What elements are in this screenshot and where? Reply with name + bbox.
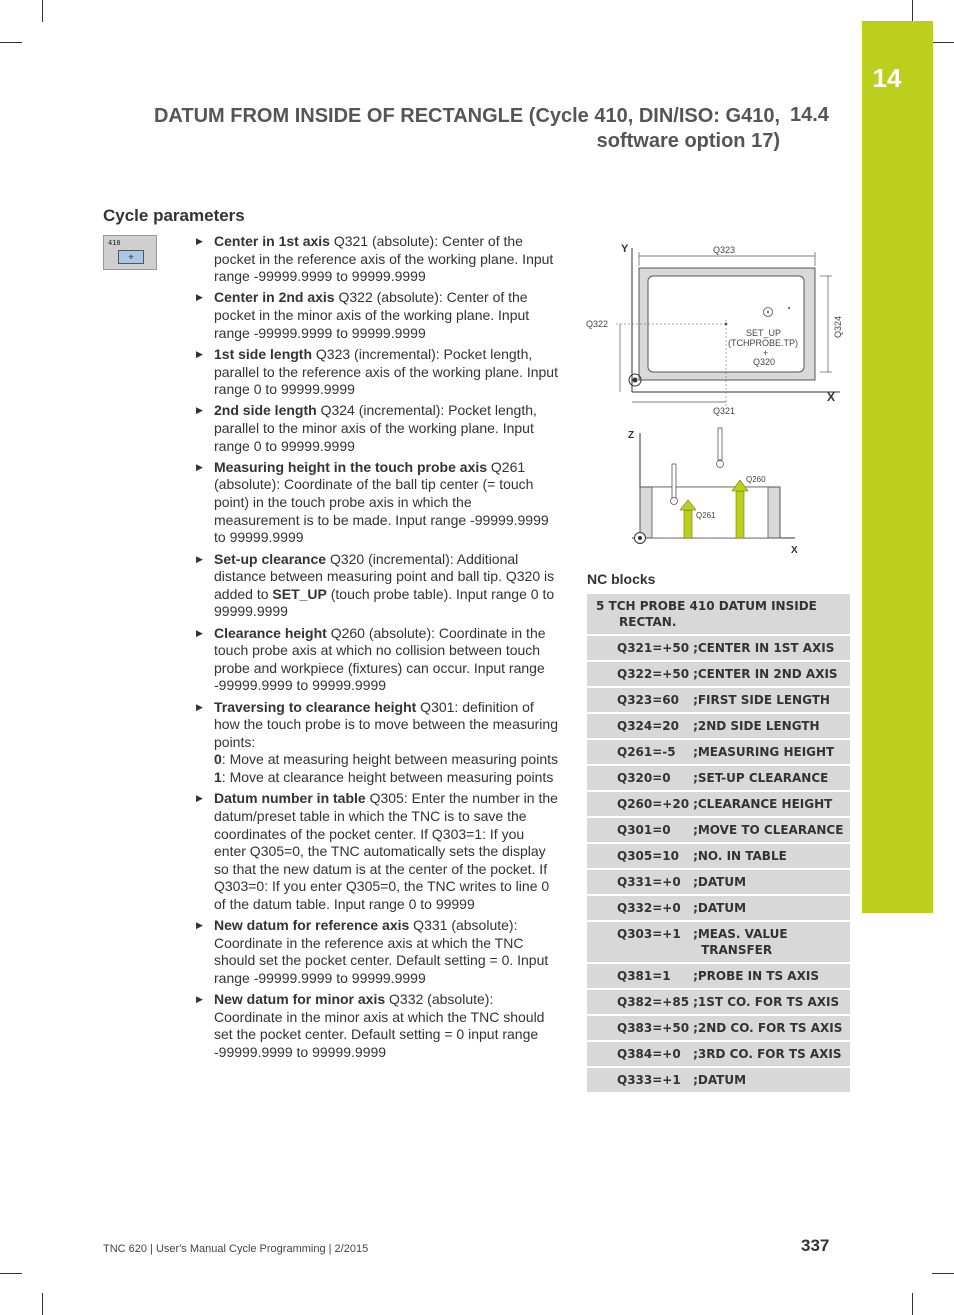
table-row	[587, 713, 850, 739]
parameter-name: New datum for reference axis	[214, 917, 410, 934]
nc-comment: ;CLEARANCE HEIGHT	[693, 791, 850, 817]
parameter-item	[196, 625, 558, 695]
dimension-q261: Q261	[696, 511, 716, 520]
parameter-description: Q305: Enter the number in the datum/preset table in which the TNC is to save the coordinates of the pocket center. If Q303=1: If you enter Q305=0, the TNC automatically sets the display so that the new datum is at the center of the pocket. If Q303=0: If you enter Q305=0, the TNC writes to line 0 of the datum table. Input range 0 to 99999	[214, 790, 558, 912]
crop-mark	[912, 0, 913, 22]
footer-text: TNC 620 | User's Manual Cycle Programming | 2/2015	[103, 1243, 369, 1255]
parameter-name: Center in 2nd axis	[214, 289, 335, 306]
probe-crosshair-icon: ⌖	[118, 250, 144, 264]
nc-code: Q320=0	[587, 765, 693, 791]
nc-comment: ;2ND SIDE LENGTH	[693, 713, 850, 739]
nc-code: Q381=1	[587, 963, 693, 989]
table-row	[587, 989, 850, 1015]
parameter-description: Q331 (absolute): Coordinate in the reference axis at which the TNC should set the pocket center. Default setting = 0. Input range -99999.9999 to 99999.9999	[214, 917, 549, 986]
section-number: 14.4	[790, 104, 829, 126]
option-text: : Move at clearance height between measuring points	[221, 769, 554, 786]
nc-comment: ;CENTER IN 2ND AXIS	[693, 661, 850, 687]
nc-code: Q383=+50	[587, 1015, 693, 1041]
nc-code: Q384=+0	[587, 1041, 693, 1067]
touch-probe-icon	[718, 428, 722, 460]
axis-z-label: Z	[628, 430, 635, 441]
table-row	[587, 869, 850, 895]
nc-comment-line1: ;MEAS. VALUE	[693, 927, 788, 941]
page-title-line1: DATUM FROM INSIDE OF RECTANGLE (Cycle 410, DIN/ISO: G410,	[153, 105, 780, 127]
nc-code: Q382=+85	[587, 989, 693, 1015]
table-row	[587, 765, 850, 791]
top-view-diagram	[586, 243, 843, 416]
bullet-arrow-icon: ▶	[196, 553, 203, 564]
parameter-keyword: SET_UP	[272, 585, 327, 602]
nc-comment: ;DATUM	[693, 869, 850, 895]
crop-mark	[0, 42, 22, 43]
parameter-item	[196, 790, 558, 913]
chapter-tab	[862, 21, 933, 913]
axis-y-label: Y	[621, 243, 629, 255]
crop-mark	[42, 0, 43, 22]
bullet-arrow-icon: ▶	[196, 920, 203, 931]
nc-blocks-table	[587, 594, 850, 1094]
cycle-diagram	[580, 236, 850, 561]
table-row	[587, 1041, 850, 1067]
parameter-description: Q301: definition of how the touch probe is to move between the measuring points:	[214, 698, 558, 750]
parameter-description: Q332 (absolute): Coordinate in the minor axis at which the TNC should set the pocket center. Default setting = 0 input range -99999.9999 to 99999.9999	[214, 991, 545, 1060]
parameter-description: Q260 (absolute): Coordinate in the touch probe axis at which no collision between touch probe and workpiece (fixtures) can occur. Input range -99999.9999 to 99999.9999	[214, 624, 546, 694]
crop-mark	[932, 42, 954, 43]
parameter-name: Center in 1st axis	[214, 233, 330, 249]
table-row	[587, 843, 850, 869]
table-row	[587, 921, 850, 963]
page-number: 337	[801, 1236, 830, 1255]
option-key: 1	[214, 769, 222, 786]
table-row	[587, 635, 850, 661]
parameter-description: Q322 (absolute): Center of the pocket in the minor axis of the working plane. Input range -99999.9999 to 99999.9999	[214, 289, 530, 341]
nc-comment: ;NO. IN TABLE	[693, 843, 850, 869]
nc-code: Q260=+20	[587, 791, 693, 817]
nc-header-line2: RECTAN.	[619, 615, 677, 629]
nc-code: Q321=+50	[587, 635, 693, 661]
bullet-arrow-icon: ▶	[196, 994, 203, 1005]
dimension-q322: Q322	[586, 319, 609, 329]
nc-code: Q324=20	[587, 713, 693, 739]
nc-comment: ;DATUM	[693, 1067, 850, 1093]
nc-comment: ;MOVE TO CLEARANCE	[693, 817, 850, 843]
parameter-name: 2nd side length	[214, 402, 317, 419]
nc-comment: ;CENTER IN 1ST AXIS	[693, 635, 850, 661]
parameter-description: Q323 (incremental): Pocket length, parallel to the reference axis of the working plane. Input range 0 to 99999.9999	[214, 345, 558, 398]
table-row	[587, 791, 850, 817]
nc-comment: ;1ST CO. FOR TS AXIS	[693, 989, 850, 1015]
table-row	[587, 1015, 850, 1041]
crop-mark	[932, 1273, 954, 1274]
nc-code: Q333=+1	[587, 1067, 693, 1093]
nc-header-line1: 5 TCH PROBE 410 DATUM INSIDE	[596, 599, 817, 613]
parameter-item	[196, 402, 558, 455]
nc-code: Q303=+1	[587, 921, 693, 963]
nc-comment: ;SET-UP CLEARANCE	[693, 765, 850, 791]
nc-code: Q331=+0	[587, 869, 693, 895]
nc-code: Q301=0	[587, 817, 693, 843]
dimension-q323: Q323	[713, 245, 736, 255]
nc-header-cell	[587, 594, 850, 635]
parameter-item	[196, 699, 558, 787]
bullet-arrow-icon: ▶	[196, 461, 203, 472]
nc-code: Q322=+50	[587, 661, 693, 687]
table-row	[587, 895, 850, 921]
table-row	[587, 1067, 850, 1093]
parameter-item	[196, 289, 558, 342]
parameter-description: Q320 (incremental): Additional distance between measuring point and ball tip. Q320 is added to	[214, 550, 555, 602]
bullet-arrow-icon: ▶	[196, 701, 203, 712]
touch-probe-icon	[672, 464, 676, 498]
cycle-softkey	[103, 235, 157, 270]
parameter-name: Measuring height in the touch probe axis	[214, 458, 488, 475]
table-row	[587, 594, 850, 635]
bullet-arrow-icon: ▶	[196, 405, 203, 416]
parameter-item	[196, 233, 558, 286]
parameter-description: (touch probe table). Input range 0 to 99999.9999	[214, 585, 555, 620]
table-row	[587, 739, 850, 765]
bullet-arrow-icon: ▶	[196, 793, 203, 804]
chapter-number: 14	[872, 63, 902, 93]
table-row	[587, 661, 850, 687]
parameter-description: Q324 (incremental): Pocket length, parallel to the minor axis of the working plane. Input range 0 to 99999.9999	[214, 402, 537, 454]
parameter-item	[196, 346, 558, 399]
setup-label: SET_UP	[746, 328, 782, 338]
section-heading: Cycle parameters	[103, 206, 245, 225]
nc-code: Q305=10	[587, 843, 693, 869]
nc-code: Q261=-5	[587, 739, 693, 765]
parameter-item	[196, 459, 558, 547]
nc-code: Q323=60	[587, 687, 693, 713]
nc-code: Q332=+0	[587, 895, 693, 921]
nc-comment: ;PROBE IN TS AXIS	[693, 963, 850, 989]
option-key: 0	[214, 751, 222, 768]
parameter-name: Datum number in table	[214, 790, 366, 807]
parameter-name: New datum for minor axis	[214, 991, 386, 1008]
nc-comment: ;FIRST SIDE LENGTH	[693, 687, 850, 713]
page-title-line2: software option 17)	[596, 130, 780, 152]
parameter-item	[196, 991, 558, 1061]
table-row	[587, 963, 850, 989]
bullet-arrow-icon: ▶	[196, 292, 203, 303]
bullet-arrow-icon: ▶	[196, 236, 203, 246]
parameter-name: Set-up clearance	[214, 550, 327, 567]
dimension-q260: Q260	[746, 475, 766, 484]
crop-mark	[42, 1293, 43, 1315]
nc-comment-line2: TRANSFER	[701, 943, 773, 957]
option-text: : Move at measuring height between measuring points	[221, 751, 558, 768]
table-row	[587, 687, 850, 713]
side-view-diagram	[628, 428, 798, 556]
softkey-label: 410	[108, 239, 121, 247]
table-row	[587, 817, 850, 843]
parameter-description: Q321 (absolute): Center of the pocket in the reference axis of the working plane. Input range -99999.9999 to 99999.9999	[214, 233, 554, 285]
nc-comment	[693, 921, 850, 963]
setup-table-label: (TCHPROBE.TP)	[728, 338, 799, 348]
axis-x-label: X	[827, 390, 836, 404]
parameter-name: 1st side length	[214, 345, 313, 362]
nc-blocks-heading: NC blocks	[587, 571, 656, 587]
plus-sign: +	[763, 348, 769, 358]
nc-comment: ;MEASURING HEIGHT	[693, 739, 850, 765]
parameter-item	[196, 917, 558, 987]
page-title	[100, 104, 780, 154]
nc-comment: ;2ND CO. FOR TS AXIS	[693, 1015, 850, 1041]
axis-x-label: X	[791, 545, 798, 556]
crop-mark	[912, 1293, 913, 1315]
nc-comment: ;DATUM	[693, 895, 850, 921]
parameter-name: Traversing to clearance height	[214, 698, 417, 715]
bullet-arrow-icon: ▶	[196, 348, 203, 359]
dimension-q321: Q321	[713, 406, 736, 416]
bullet-arrow-icon: ▶	[196, 627, 203, 638]
parameter-description: Q261 (absolute): Coordinate of the ball tip center (= touch point) in the touch probe axis in which the measurement is to be made. Input range -99999.9999 to 99999.9999	[214, 458, 549, 546]
nc-comment: ;3RD CO. FOR TS AXIS	[693, 1041, 850, 1067]
dimension-q324: Q324	[833, 315, 843, 338]
parameter-name: Clearance height	[214, 624, 327, 641]
parameter-item	[196, 551, 558, 621]
crop-mark	[0, 1273, 22, 1274]
parameter-list	[196, 233, 558, 1065]
dimension-q320: Q320	[753, 357, 776, 367]
